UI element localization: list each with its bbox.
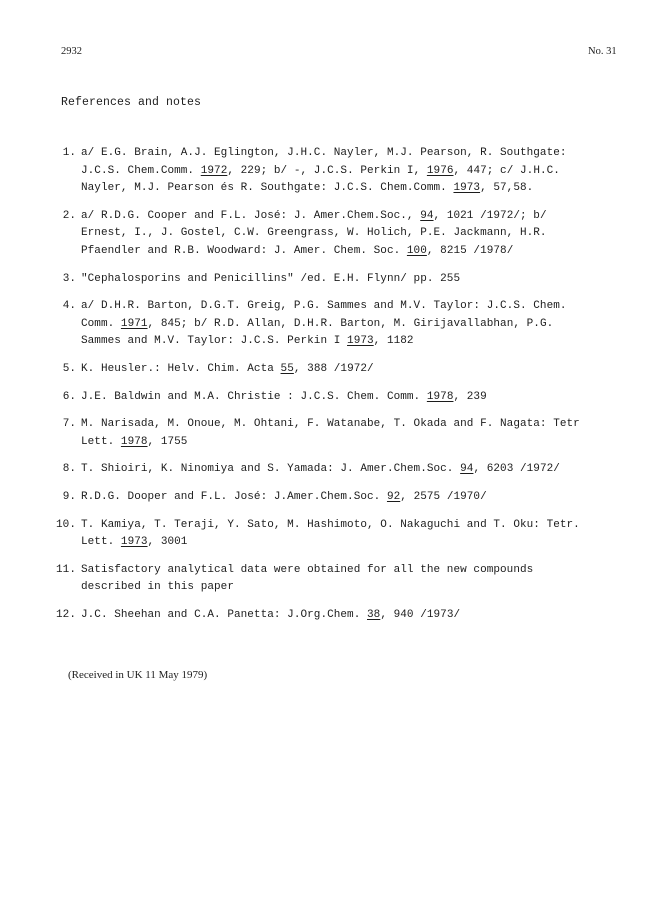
reference-text	[81, 416, 636, 451]
reference-year-volume: 1973	[120, 536, 148, 549]
reference-text-segment: K. Heusler.: Helv. Chim. Acta	[81, 362, 281, 375]
reference-number: 5.	[62, 362, 76, 375]
reference-list	[56, 145, 636, 634]
reference-item	[56, 298, 636, 351]
reference-text-segment: M. Narisada, M. Onoue, M. Ohtani, F. Watanabe, T. Okada and F. Nagata: Tetr Lett.	[81, 418, 580, 448]
reference-year-volume: 92	[386, 490, 401, 503]
reference-text-segment: , 3001	[147, 536, 188, 549]
reference-item	[56, 361, 636, 379]
reference-number: 3.	[62, 272, 76, 285]
reference-year-volume: 1973	[453, 182, 481, 195]
reference-number: 12.	[56, 608, 76, 621]
reference-item	[56, 562, 636, 597]
reference-year-volume: 1976	[426, 164, 454, 177]
reference-year-volume: 1978	[120, 435, 148, 448]
reference-item	[56, 208, 636, 261]
reference-year-volume: 55	[280, 362, 294, 375]
reference-text	[81, 145, 636, 198]
section-title: References and notes	[61, 96, 202, 109]
reference-text-segment: T. Shioiri, K. Ninomiya and S. Yamada: J. Amer.Chem.Soc.	[81, 463, 461, 476]
reference-text-segment: , 1182	[373, 335, 414, 348]
reference-text-segment: R.D.G. Dooper and F.L. José: J.Amer.Chem.Soc.	[81, 490, 387, 503]
reference-year-volume: 94	[460, 463, 474, 476]
reference-text-segment: , 1755	[147, 435, 188, 448]
reference-number: 4.	[62, 300, 76, 313]
reference-text-segment: , 6203 /1972/	[473, 463, 560, 476]
reference-year-volume: 38	[367, 608, 381, 621]
reference-number: 9.	[62, 490, 76, 503]
reference-item	[56, 517, 636, 552]
reference-text	[81, 389, 636, 407]
reference-item	[56, 607, 636, 625]
reference-text-segment: a/ R.D.G. Cooper and F.L. José: J. Amer.Chem.Soc.,	[81, 209, 421, 222]
reference-year-volume: 94	[420, 209, 434, 222]
journal-issue-number: No. 31	[588, 46, 617, 57]
reference-text-segment: , 447; c/ J.H.C. Nayler, M.J. Pearson és R. Southgate: J.C.S. Chem.Comm.	[81, 164, 560, 195]
reference-text-segment: , 2575 /1970/	[400, 490, 487, 503]
reference-item	[56, 461, 636, 479]
reference-number: 1.	[62, 147, 76, 159]
reference-text	[81, 298, 636, 351]
reference-text-segment: , 388 /1972/	[293, 362, 374, 375]
reference-text-segment: T. Kamiya, T. Teraji, Y. Sato, M. Hashimoto, O. Nakaguchi and T. Oku: Tetr. Lett.	[81, 518, 580, 549]
reference-text	[81, 208, 636, 261]
reference-item	[56, 389, 636, 407]
reference-text	[81, 607, 636, 625]
reference-number: 6.	[62, 390, 76, 403]
reference-text-segment: J.C. Sheehan and C.A. Panetta: J.Org.Chem.	[81, 608, 367, 621]
page-number: 2932	[61, 46, 82, 57]
reference-text-segment: , 845; b/ R.D. Allan, D.H.R. Barton, M. Girijavallabhan, P.G. Sammes and M.V. Taylor: J.C.S. Perkin I	[81, 317, 554, 348]
reference-number: 7.	[62, 418, 76, 431]
reference-text	[81, 271, 636, 289]
reference-text-segment: a/ D.H.R. Barton, D.G.T. Greig, P.G. Sammes and M.V. Taylor: J.C.S. Chem. Comm.	[81, 300, 567, 330]
reference-text-segment: Satisfactory analytical data were obtained for all the new compounds described in this paper	[81, 563, 534, 594]
reference-year-volume: 1978	[426, 390, 454, 403]
reference-text-segment: , 229; b/ -, J.C.S. Perkin I,	[227, 164, 427, 177]
reference-year-volume: 1971	[120, 317, 148, 330]
reference-text-segment: , 940 /1973/	[380, 608, 461, 621]
reference-text-segment: , 239	[453, 390, 487, 403]
reference-number: 8.	[62, 463, 76, 476]
reference-text-segment: J.E. Baldwin and M.A. Christie : J.C.S. Chem. Comm.	[81, 390, 427, 403]
reference-text-segment: "Cephalosporins and Penicillins" /ed. E.H. Flynn/ pp. 255	[81, 272, 461, 285]
reference-text-segment: , 1021 /1972/; b/ Ernest, I., J. Gostel, C.W. Greengrass, W. Holich, P.E. Jackmann, H.R. Pfaendler and R.B. Woodward: J. Amer. Chem. Soc.	[81, 209, 547, 257]
reference-number: 2.	[62, 209, 76, 222]
reference-text	[81, 489, 636, 507]
reference-text-segment: , 57,58.	[480, 182, 534, 195]
reference-item	[56, 416, 636, 451]
reference-year-volume: 1972	[200, 164, 228, 177]
reference-number: 11.	[56, 563, 76, 576]
reference-item	[56, 145, 636, 198]
reference-year-volume: 1973	[347, 335, 374, 348]
reference-item	[56, 489, 636, 507]
reference-year-volume: 100	[406, 244, 427, 257]
reference-text-segment: , 8215 /1978/	[426, 244, 514, 257]
reference-text	[81, 361, 636, 379]
reference-text	[81, 562, 636, 597]
received-date-note: (Received in UK 11 May 1979)	[68, 669, 208, 681]
reference-item	[56, 271, 636, 289]
reference-number: 10.	[56, 518, 76, 531]
reference-text	[81, 517, 636, 552]
reference-text	[81, 461, 636, 479]
reference-text-segment: a/ E.G. Brain, A.J. Eglington, J.H.C. Nayler, M.J. Pearson, R. Southgate: J.C.S. Chem.Comm.	[81, 147, 567, 177]
